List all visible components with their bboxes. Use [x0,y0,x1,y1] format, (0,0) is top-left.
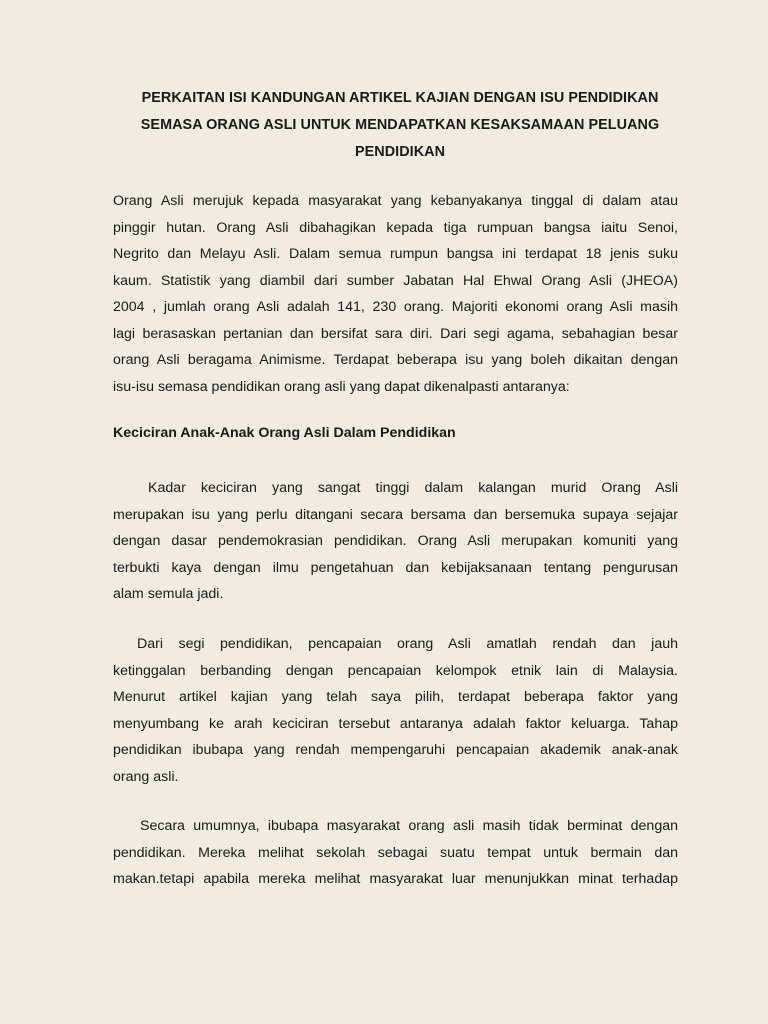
intro-paragraph [113,188,678,400]
document-title [110,85,690,166]
text-line: isu-isu semasa pendidikan orang asli yang dapat dikenalpasti antaranya: [113,378,570,395]
text-line: menyumbang ke arah keciciran tersebut antaranya adalah faktor keluarga. Tahap [113,715,678,732]
paragraph-1 [113,475,678,608]
text-line: Menurut artikel kajian yang telah saya pilih, terdapat beberapa faktor yang [113,689,678,705]
title-line: PERKAITAN ISI KANDUNGAN ARTIKEL KAJIAN DENGAN ISU PENDIDIKAN [141,90,659,106]
text-line: pendidikan. Mereka melihat sekolah sebagai suatu tempat untuk bermain dan [113,844,678,861]
text-line: pendidikan ibubapa yang rendah mempengaruhi pencapaian akademik anak-anak [113,742,678,758]
text-line: makan.tetapi apabila mereka melihat masyarakat luar menunjukkan minat terhadap [113,871,678,887]
text-line: Negrito dan Melayu Asli. Dalam semua rumpun bangsa ini terdapat 18 jenis suku [113,246,678,262]
text-line: kaum. Statistik yang diambil dari sumber Jabatan Hal Ehwal Orang Asli (JHEOA) [113,272,678,289]
section-heading: Keciciran Anak-Anak Orang Asli Dalam Pendidikan [113,425,456,441]
text-line: alam semula jadi. [113,586,224,602]
text-line: 2004 , jumlah orang Asli adalah 141, 230 orang. Majoriti ekonomi orang Asli masih [113,299,678,315]
text-line: Secara umumnya, ibubapa masyarakat orang asli masih tidak berminat dengan [140,818,678,834]
text-line: orang Asli beragama Animisme. Terdapat beberapa isu yang boleh dikaitan dengan [113,352,678,368]
paragraph-3 [113,813,678,893]
title-line: SEMASA ORANG ASLI UNTUK MENDAPATKAN KESAKSAMAAN PELUANG [140,117,660,133]
text-line: orang asli. [113,768,179,785]
text-line: pinggir hutan. Orang Asli dibahagikan kepada tiga rumpuan bangsa iaitu Senoi, [113,219,678,236]
text-line: merupakan isu yang perlu ditangani secara bersama dan bersemuka supaya sejajar [113,506,678,523]
text-line: lagi berasaskan pertanian dan bersifat sara diri. Dari segi agama, sebahagian besar [113,325,678,342]
paragraph-2 [113,631,678,790]
title-line: PENDIDIKAN [354,144,446,160]
text-line: dengan dasar pendemokrasian pendidikan. Orang Asli merupakan komuniti yang [113,533,678,549]
text-line: Orang Asli merujuk kepada masyarakat yang kebanyakanya tinggal di dalam atau [113,193,678,209]
text-line: ketinggalan berbanding dengan pencapaian kelompok etnik lain di Malaysia. [113,662,678,679]
text-line: terbukti kaya dengan ilmu pengetahuan dan kebijaksanaan tentang pengurusan [113,559,678,576]
text-line: Dari segi pendidikan, pencapaian orang Asli amatlah rendah dan jauh [137,636,678,652]
text-line: Kadar keciciran yang sangat tinggi dalam kalangan murid Orang Asli [148,480,678,496]
